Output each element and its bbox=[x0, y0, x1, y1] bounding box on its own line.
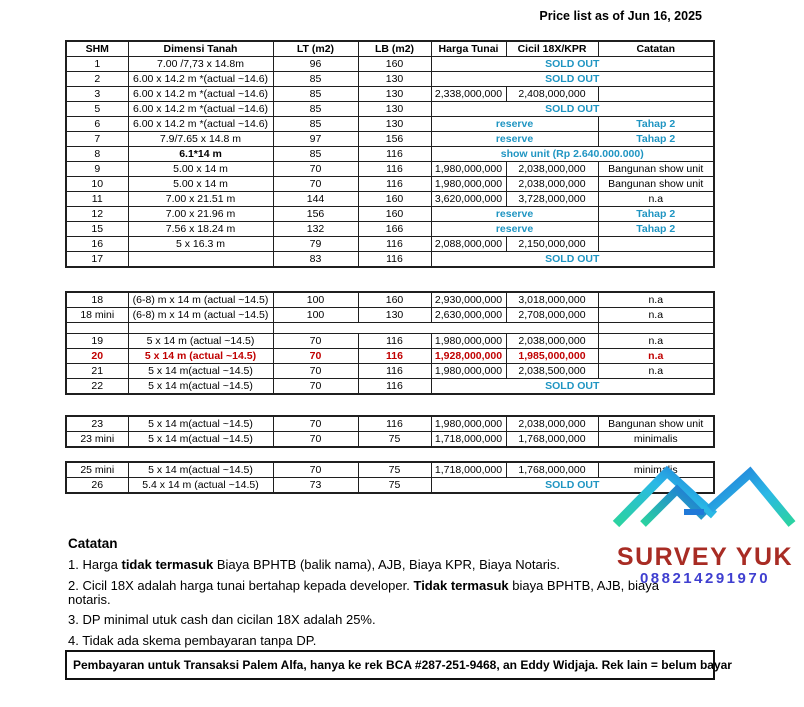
cell-status: SOLD OUT bbox=[431, 252, 714, 268]
cell-lb: 116 bbox=[358, 162, 431, 177]
header-row bbox=[66, 41, 714, 57]
cell-dimensi: 7.00 x 21.51 m bbox=[128, 192, 273, 207]
cell-cicil: 2,408,000,000 bbox=[506, 87, 598, 102]
table-row bbox=[66, 237, 714, 252]
brand-name: SURVEY YUK bbox=[616, 543, 794, 571]
table-row bbox=[66, 222, 714, 237]
cell-catatan bbox=[598, 323, 714, 334]
cell-shm: 2 bbox=[66, 72, 128, 87]
cell-catatan: minimalis bbox=[598, 432, 714, 448]
cell-catatan bbox=[598, 237, 714, 252]
cell-shm: 18 mini bbox=[66, 308, 128, 323]
cell-catatan: n.a bbox=[598, 292, 714, 308]
cell-lb: 116 bbox=[358, 364, 431, 379]
cell-lt: 70 bbox=[273, 177, 358, 192]
cell-harga-tunai: 2,088,000,000 bbox=[431, 237, 506, 252]
column-header: Cicil 18X/KPR bbox=[506, 41, 598, 57]
column-header: Harga Tunai bbox=[431, 41, 506, 57]
notes-section bbox=[68, 536, 688, 654]
cell-catatan: minimalis bbox=[598, 462, 714, 478]
cell-catatan: Tahap 2 bbox=[598, 132, 714, 147]
cell-lb: 75 bbox=[358, 432, 431, 448]
cell-lt: 70 bbox=[273, 416, 358, 432]
cell-shm: 20 bbox=[66, 349, 128, 364]
cell-lb: 116 bbox=[358, 147, 431, 162]
cell-dimensi: 5 x 14 m (actual ~14.5) bbox=[128, 334, 273, 349]
cell-lt: 156 bbox=[273, 207, 358, 222]
cell-lb: 116 bbox=[358, 237, 431, 252]
cell-harga-tunai: 1,718,000,000 bbox=[431, 462, 506, 478]
cell-status: SOLD OUT bbox=[431, 379, 714, 395]
cell-shm: 26 bbox=[66, 478, 128, 494]
cell-cicil: 2,038,500,000 bbox=[506, 364, 598, 379]
table-row bbox=[66, 102, 714, 117]
cell-catatan: Tahap 2 bbox=[598, 222, 714, 237]
cell-lt: 83 bbox=[273, 252, 358, 268]
cell-harga-tunai: 1,980,000,000 bbox=[431, 364, 506, 379]
cell-dimensi: 6.00 x 14.2 m *(actual ~14.6) bbox=[128, 117, 273, 132]
cell-dimensi: 5 x 14 m (actual ~14.5) bbox=[128, 349, 273, 364]
cell-harga-tunai: 2,930,000,000 bbox=[431, 292, 506, 308]
spacer-row bbox=[66, 323, 714, 334]
cell-cicil: 2,038,000,000 bbox=[506, 416, 598, 432]
cell-shm: 1 bbox=[66, 57, 128, 72]
cell-cicil: 3,018,000,000 bbox=[506, 292, 598, 308]
cell-dimensi bbox=[128, 323, 273, 334]
cell-harga-tunai: 1,980,000,000 bbox=[431, 416, 506, 432]
table-row bbox=[66, 308, 714, 323]
cell-cicil: 2,038,000,000 bbox=[506, 162, 598, 177]
cell-shm: 22 bbox=[66, 379, 128, 395]
cell-harga-tunai: 1,980,000,000 bbox=[431, 177, 506, 192]
cell-cicil: 1,768,000,000 bbox=[506, 462, 598, 478]
cell-lb: 130 bbox=[358, 87, 431, 102]
column-header: SHM bbox=[66, 41, 128, 57]
cell-lb: 166 bbox=[358, 222, 431, 237]
cell-shm: 19 bbox=[66, 334, 128, 349]
note-text: Biaya BPHTB (balik nama), AJB, Biaya KPR, Biaya Notaris. bbox=[213, 557, 561, 572]
notes-list bbox=[68, 558, 688, 648]
cell-lt: 70 bbox=[273, 462, 358, 478]
cell-dimensi: 5 x 14 m(actual ~14.5) bbox=[128, 416, 273, 432]
cell-status: reserve bbox=[431, 222, 598, 237]
cell-lb: 75 bbox=[358, 478, 431, 494]
cell-lb: 130 bbox=[358, 308, 431, 323]
note-item bbox=[68, 634, 688, 648]
cell-shm: 10 bbox=[66, 177, 128, 192]
cell-catatan: Tahap 2 bbox=[598, 117, 714, 132]
table-row bbox=[66, 162, 714, 177]
cell-harga-tunai: 1,980,000,000 bbox=[431, 334, 506, 349]
cell-status: show unit (Rp 2.640.000.000) bbox=[431, 147, 714, 162]
column-header: Dimensi Tanah bbox=[128, 41, 273, 57]
cell-lb: 116 bbox=[358, 177, 431, 192]
cell-shm: 21 bbox=[66, 364, 128, 379]
table-row bbox=[66, 416, 714, 432]
cell-catatan: Tahap 2 bbox=[598, 207, 714, 222]
price-table-2 bbox=[65, 291, 715, 395]
page-title: Price list as of Jun 16, 2025 bbox=[539, 9, 702, 23]
cell-dimensi: 5.00 x 14 m bbox=[128, 177, 273, 192]
table-row bbox=[66, 432, 714, 448]
cell-shm: 25 mini bbox=[66, 462, 128, 478]
cell-lt: 85 bbox=[273, 72, 358, 87]
cell-cicil: 3,728,000,000 bbox=[506, 192, 598, 207]
mountains-icon bbox=[610, 458, 800, 544]
table-row bbox=[66, 147, 714, 162]
cell-lt: 70 bbox=[273, 432, 358, 448]
cell-lt: 70 bbox=[273, 364, 358, 379]
cell-lb: 116 bbox=[358, 334, 431, 349]
phone-number: 088214291970 bbox=[639, 570, 771, 587]
cell-status: reserve bbox=[431, 207, 598, 222]
cell-dimensi: 7.00 x 21.96 m bbox=[128, 207, 273, 222]
cell-lt: 85 bbox=[273, 147, 358, 162]
price-table-3 bbox=[65, 415, 715, 448]
table-row bbox=[66, 132, 714, 147]
cell-lb: 75 bbox=[358, 462, 431, 478]
table-row bbox=[66, 87, 714, 102]
note-text: Tidak termasuk bbox=[413, 577, 509, 593]
cell-lb: 160 bbox=[358, 207, 431, 222]
cell-cicil: 1,768,000,000 bbox=[506, 432, 598, 448]
table-row bbox=[66, 117, 714, 132]
cell-dimensi: 5 x 14 m(actual ~14.5) bbox=[128, 364, 273, 379]
cell-catatan: n.a bbox=[598, 308, 714, 323]
cell-shm: 8 bbox=[66, 147, 128, 162]
cell-lt: 70 bbox=[273, 334, 358, 349]
note-text: 2. Cicil 18X adalah harga tunai bertahap kepada developer. bbox=[68, 577, 414, 593]
cell-dimensi: 7.00 /7,73 x 14.8m bbox=[128, 57, 273, 72]
cell-lb: 130 bbox=[358, 117, 431, 132]
table-row bbox=[66, 334, 714, 349]
cell-shm: 7 bbox=[66, 132, 128, 147]
cell-catatan bbox=[598, 87, 714, 102]
column-header: Catatan bbox=[598, 41, 714, 57]
note-item bbox=[68, 558, 688, 572]
cell-lt: 97 bbox=[273, 132, 358, 147]
cell-dimensi: (6-8) m x 14 m (actual ~14.5) bbox=[128, 292, 273, 308]
cell-shm: 23 mini bbox=[66, 432, 128, 448]
cell-dimensi: 5.4 x 14 m (actual ~14.5) bbox=[128, 478, 273, 494]
note-text: tidak termasuk bbox=[121, 557, 214, 572]
cell-shm: 23 bbox=[66, 416, 128, 432]
price-table-1 bbox=[65, 40, 715, 268]
cell-status: SOLD OUT bbox=[431, 478, 714, 494]
cell-cicil: 1,985,000,000 bbox=[506, 349, 598, 364]
cell-lb: 116 bbox=[358, 379, 431, 395]
table-row bbox=[66, 207, 714, 222]
cell-lt: 100 bbox=[273, 308, 358, 323]
cell-status: reserve bbox=[431, 117, 598, 132]
cell-harga-tunai: 1,980,000,000 bbox=[431, 162, 506, 177]
cell-dimensi: 7.9/7.65 x 14.8 m bbox=[128, 132, 273, 147]
table-row bbox=[66, 349, 714, 364]
cell-harga-tunai: 1,928,000,000 bbox=[431, 349, 506, 364]
cell-lb: 160 bbox=[358, 192, 431, 207]
cell-lt: 85 bbox=[273, 87, 358, 102]
cell-harga-tunai: 2,630,000,000 bbox=[431, 308, 506, 323]
column-header: LT (m2) bbox=[273, 41, 358, 57]
cell-dimensi: 5 x 14 m(actual ~14.5) bbox=[128, 379, 273, 395]
cell-shm: 9 bbox=[66, 162, 128, 177]
cell-dimensi: 6.1*14 m bbox=[128, 147, 273, 162]
cell-status: reserve bbox=[431, 132, 598, 147]
cell-dimensi: 5 x 16.3 m bbox=[128, 237, 273, 252]
cell-harga-tunai: 2,338,000,000 bbox=[431, 87, 506, 102]
cell-shm: 3 bbox=[66, 87, 128, 102]
cell-lb: 116 bbox=[358, 416, 431, 432]
cell-lb: 156 bbox=[358, 132, 431, 147]
cell-cicil: 2,038,000,000 bbox=[506, 177, 598, 192]
cell-lt: 100 bbox=[273, 292, 358, 308]
table-row bbox=[66, 177, 714, 192]
cell-catatan: n.a bbox=[598, 349, 714, 364]
notes-heading: Catatan bbox=[68, 536, 118, 551]
payment-instruction-box: Pembayaran untuk Transaksi Palem Alfa, hanya ke rek BCA #287-251-9468, an Eddy Widjaja. Rek lain = belum bayar bbox=[65, 650, 715, 680]
table-row bbox=[66, 72, 714, 87]
cell-dimensi: 6.00 x 14.2 m *(actual ~14.6) bbox=[128, 87, 273, 102]
note-text: 4. Tidak ada skema pembayaran tanpa DP. bbox=[68, 632, 317, 648]
cell-lt: 132 bbox=[273, 222, 358, 237]
cell-lt: 144 bbox=[273, 192, 358, 207]
cell-lb: 130 bbox=[358, 72, 431, 87]
note-item bbox=[68, 613, 688, 627]
cell-harga-tunai: 3,620,000,000 bbox=[431, 192, 506, 207]
cell-catatan: Bangunan show unit bbox=[598, 416, 714, 432]
cell-status: SOLD OUT bbox=[431, 57, 714, 72]
note-text: 1. Harga bbox=[68, 557, 122, 572]
cell-dimensi: 6.00 x 14.2 m *(actual ~14.6) bbox=[128, 72, 273, 87]
cell-catatan: n.a bbox=[598, 364, 714, 379]
cell-harga-tunai: 1,718,000,000 bbox=[431, 432, 506, 448]
cell-cicil: 2,038,000,000 bbox=[506, 334, 598, 349]
column-header: LB (m2) bbox=[358, 41, 431, 57]
cell-shm: 15 bbox=[66, 222, 128, 237]
cell-merged bbox=[273, 323, 598, 334]
cell-cicil: 2,708,000,000 bbox=[506, 308, 598, 323]
table-row bbox=[66, 57, 714, 72]
cell-dimensi: 7.56 x 18.24 m bbox=[128, 222, 273, 237]
cell-dimensi: 5 x 14 m(actual ~14.5) bbox=[128, 432, 273, 448]
cell-lb: 116 bbox=[358, 349, 431, 364]
cell-shm: 11 bbox=[66, 192, 128, 207]
cell-catatan: n.a bbox=[598, 334, 714, 349]
cell-lt: 70 bbox=[273, 162, 358, 177]
cell-shm: 18 bbox=[66, 292, 128, 308]
cell-cicil: 2,150,000,000 bbox=[506, 237, 598, 252]
cell-catatan: Bangunan show unit bbox=[598, 162, 714, 177]
survey-yuk-logo bbox=[610, 458, 800, 587]
cell-status: SOLD OUT bbox=[431, 72, 714, 87]
cell-lt: 85 bbox=[273, 117, 358, 132]
cell-dimensi: (6-8) m x 14 m (actual ~14.5) bbox=[128, 308, 273, 323]
cell-shm: 17 bbox=[66, 252, 128, 268]
cell-lt: 85 bbox=[273, 102, 358, 117]
cell-lt: 79 bbox=[273, 237, 358, 252]
cell-lt: 73 bbox=[273, 478, 358, 494]
table-row bbox=[66, 192, 714, 207]
note-item bbox=[68, 579, 688, 607]
cell-lt: 70 bbox=[273, 349, 358, 364]
cell-catatan: Bangunan show unit bbox=[598, 177, 714, 192]
cell-lb: 116 bbox=[358, 252, 431, 268]
cell-dimensi: 5 x 14 m(actual ~14.5) bbox=[128, 462, 273, 478]
table-row bbox=[66, 364, 714, 379]
table-row bbox=[66, 292, 714, 308]
cell-shm bbox=[66, 323, 128, 334]
cell-catatan: n.a bbox=[598, 192, 714, 207]
cell-shm: 5 bbox=[66, 102, 128, 117]
note-text: 3. DP minimal utuk cash dan cicilan 18X adalah 25%. bbox=[68, 612, 376, 627]
table-row bbox=[66, 379, 714, 395]
cell-lb: 160 bbox=[358, 292, 431, 308]
cell-lt: 96 bbox=[273, 57, 358, 72]
cell-shm: 12 bbox=[66, 207, 128, 222]
cell-dimensi bbox=[128, 252, 273, 268]
cell-dimensi: 5.00 x 14 m bbox=[128, 162, 273, 177]
cell-lb: 160 bbox=[358, 57, 431, 72]
cell-dimensi: 6.00 x 14.2 m *(actual ~14.6) bbox=[128, 102, 273, 117]
table-row bbox=[66, 252, 714, 268]
cell-lt: 70 bbox=[273, 379, 358, 395]
cell-status: SOLD OUT bbox=[431, 102, 714, 117]
note-text: biaya BPHTB, AJB, biaya notaris. bbox=[68, 577, 659, 607]
cell-shm: 6 bbox=[66, 117, 128, 132]
cell-shm: 16 bbox=[66, 237, 128, 252]
cell-lb: 130 bbox=[358, 102, 431, 117]
